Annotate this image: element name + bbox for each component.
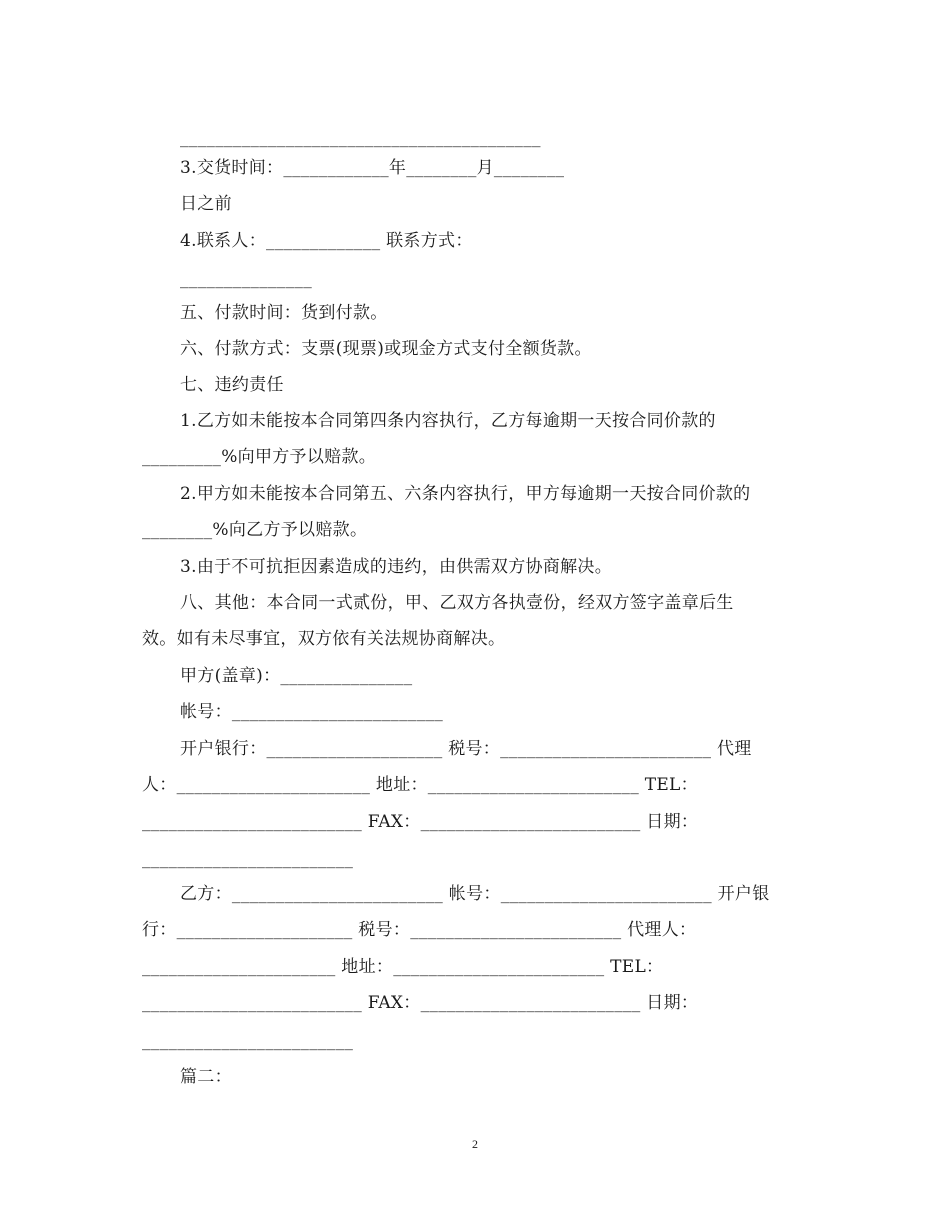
- party-b-bank: 行：____________________ 税号：________________________ 代理人：: [142, 920, 697, 940]
- party-b-line: 乙方：________________________ 帐号：________________________ 开户银: [180, 884, 770, 904]
- party-a-date-blank: ________________________: [142, 849, 354, 869]
- breach-clause-3: 3.由于不可抗拒因素造成的违约，由供需双方协商解决。: [180, 557, 613, 577]
- other-clause-cont: 效。如有未尽事宜，双方依有关法规协商解决。: [142, 629, 506, 649]
- party-b-fax: _________________________ FAX：_________________________ 日期：: [142, 993, 699, 1013]
- contact-blank: _______________: [180, 269, 312, 289]
- payment-method: 六、付款方式：支票(现票)或现金方式支付全额货款。: [180, 339, 592, 359]
- party-a-seal: 甲方(盖章)：_______________: [180, 666, 413, 686]
- party-b-date-blank: ________________________: [142, 1031, 354, 1051]
- blank-line: _________________________________________: [180, 128, 541, 148]
- party-a-fax: _________________________ FAX：_________________________ 日期：: [142, 812, 699, 832]
- section-breach: 七、违约责任: [180, 375, 284, 395]
- party-a-account: 帐号：________________________: [180, 702, 444, 722]
- breach-clause-1-cont: _________%向甲方予以赔款。: [142, 447, 377, 467]
- payment-time: 五、付款时间：货到付款。: [180, 303, 388, 323]
- contact-person: 4.联系人：_____________ 联系方式：: [180, 231, 473, 251]
- party-b-agent: ______________________ 地址：________________________ TEL：: [142, 957, 664, 977]
- party-a-agent: 人：______________________ 地址：________________________ TEL：: [142, 775, 698, 795]
- breach-clause-2: 2.甲方如未能按本合同第五、六条内容执行，甲方每逾期一天按合同价款的: [180, 484, 751, 504]
- delivery-time: 3.交货时间：____________年________月________: [180, 158, 565, 178]
- delivery-time-cont: 日之前: [180, 194, 232, 214]
- party-a-bank: 开户银行：____________________ 税号：________________________ 代理: [180, 739, 752, 759]
- breach-clause-1: 1.乙方如未能按本合同第四条内容执行，乙方每逾期一天按合同价款的: [180, 411, 716, 431]
- breach-clause-2-cont: ________%向乙方予以赔款。: [142, 520, 368, 540]
- page-number: 2: [472, 1137, 478, 1151]
- other-clause: 八、其他：本合同一式贰份，甲、乙双方各执壹份，经双方签字盖章后生: [180, 593, 734, 613]
- part-two-heading: 篇二：: [180, 1067, 232, 1087]
